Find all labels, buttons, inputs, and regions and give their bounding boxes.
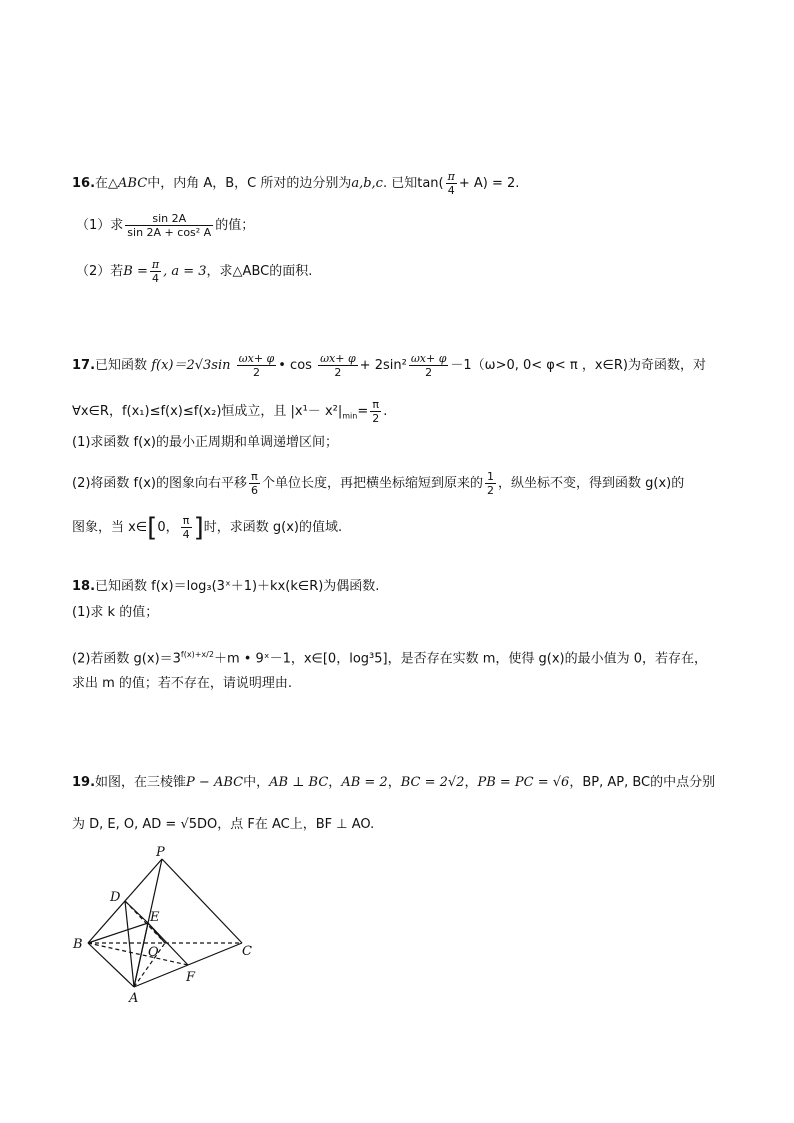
q19-comma2: ，: [387, 775, 401, 790]
q19-text-a: 如图，在三棱锥: [95, 775, 187, 790]
q16-a-equals: , a = 3: [163, 264, 207, 279]
q16-tan: tan(: [417, 176, 444, 191]
q17-frac-3: $\frac{\omega x+ \varphi}{2}$: [410, 352, 447, 379]
label-a: A: [129, 991, 139, 1006]
q17-period: .: [383, 404, 388, 419]
q17-part2-a: (2)将函数 f(x)的图象向右平移: [72, 476, 247, 491]
q16-text-a: 在: [95, 176, 109, 191]
q18-part1: (1)求 k 的值；: [72, 605, 159, 620]
q17-part3-b: 时，求函数 g(x)的值域.: [203, 520, 343, 535]
q19-comma3: ，: [464, 775, 478, 790]
q18-part3: 求出 m 的值；若不存在，请说明理由.: [72, 676, 293, 691]
q17-one-half: $\frac{1}{2}$: [486, 470, 494, 497]
q17-tail: －1（ω>0, 0< φ< π ，x∈R)为奇函数，对: [450, 358, 706, 373]
q17-stem-line2: [72, 398, 387, 426]
label-f: F: [186, 970, 196, 985]
seg-da: [125, 901, 134, 987]
seg-bf-hidden: [88, 943, 188, 965]
q17-line2-text: ∀x∈R，f(x₁)≤f(x)≤f(x₂)恒成立，且 |x¹－ x²|: [72, 404, 343, 419]
q16-text-b: 中，内角 A，B，C 所对的边分别为: [147, 176, 352, 191]
q17-part1: (1)求函数 f(x)的最小正周期和单调递增区间；: [72, 435, 338, 450]
q19-pyramid: P − ABC: [186, 775, 244, 790]
q16-b-equals: B =: [123, 264, 148, 279]
q16-triangle: △ABC: [108, 176, 148, 191]
q18-part2: [72, 646, 707, 668]
label-b: B: [73, 937, 83, 952]
q17-cos: • cos: [278, 358, 312, 373]
q16-part1-fraction: $\frac{\sin 2A}{\text{sin 2A + cos² A}}$: [127, 212, 212, 239]
q16-part2: [76, 258, 312, 285]
q17-min: min: [342, 411, 358, 421]
q18-stem: [72, 578, 379, 596]
q18-text: 已知函数 f(x)＝log₃(3ˣ＋1)＋kx(k∈R)为偶函数.: [95, 579, 380, 594]
q17-right-bracket: ]: [193, 512, 204, 543]
q16-text-c: . 已知: [382, 176, 418, 191]
label-o: O: [148, 945, 159, 960]
q16-b-fraction: $\frac{\pi}{4}$: [151, 258, 160, 285]
q16-period: .: [515, 176, 520, 191]
q17-part2-cont: [72, 514, 342, 541]
q19-comma1: ，: [328, 775, 342, 790]
q16-part2-suffix: ，求△ABC的面积.: [206, 264, 313, 279]
q17-sin-squared: + 2sin²: [359, 358, 407, 373]
q17-function: f(x)＝2√3sin: [151, 358, 231, 373]
q16-sides: a,b,c: [351, 176, 383, 191]
q18-part2-b: ＋m • 9ˣ－1，x∈[0，log³5]，是否存在实数 m，使得 g(x)的最小值为 0，若存在，: [213, 651, 707, 667]
q17-pi-over-6: $\frac{\pi}{6}$: [250, 470, 258, 497]
q19-stem-line2: 为 D, E, O, AD = √5DO，点 F在 AC上，BF ⊥ AO.: [72, 817, 375, 832]
q17-part3-a: 图象，当 x∈: [72, 520, 148, 535]
q16-stem: [72, 170, 519, 197]
q17-stem-line1: [72, 352, 706, 379]
q16-tan-rest: + A) = 2: [458, 176, 516, 191]
q17-equals: =: [357, 404, 369, 419]
seg-de: [125, 901, 148, 923]
q17-part2: [72, 470, 684, 497]
q18-part2-a: (2)若函数 g(x)＝3: [72, 651, 181, 667]
label-d: D: [110, 890, 121, 905]
q19-stem-line1: [72, 774, 715, 792]
q16-part1-prefix: （1）求: [76, 218, 124, 233]
edge-ba: [88, 943, 134, 987]
q19-bc: BC = 2√2: [400, 775, 465, 790]
q19-perp: AB ⊥ BC: [269, 775, 329, 790]
edge-pc: [162, 859, 242, 943]
q17-zero: 0，: [157, 520, 179, 535]
q17-frac-2: $\frac{\omega x+ \varphi}{2}$: [320, 352, 356, 379]
q17-pi-over-4: $\frac{\pi}{4}$: [182, 514, 190, 541]
q16-number: 16.: [72, 176, 96, 191]
q17-number: 17.: [72, 358, 96, 373]
q16-part1: [76, 212, 254, 239]
q19-text-c: 中，: [243, 775, 270, 790]
q19-pb-pc: PB = PC = √6: [477, 775, 570, 790]
q17-left-bracket: [: [147, 512, 158, 543]
label-e: E: [150, 910, 160, 925]
q18-number: 18.: [72, 579, 96, 594]
q17-part2-c: ，纵坐标不变，得到函数 g(x)的: [497, 476, 685, 491]
q17-pi-over-2: $\frac{\pi}{2}$: [372, 398, 380, 425]
label-p: P: [156, 845, 165, 860]
q18-exponent: f(x)+x/2: [180, 650, 214, 659]
q17-part2-b: 个单位长度，再把横坐标缩短到原来的: [261, 476, 483, 491]
label-c: C: [242, 944, 252, 959]
seg-ea: [134, 923, 148, 987]
q19-ab: AB = 2: [341, 775, 388, 790]
q16-part2-prefix: （2）若: [76, 264, 124, 279]
q17-frac-1: $\frac{\omega x+ \varphi}{2}$: [238, 352, 275, 379]
q19-text-k: ，BP, AP, BC的中点分别: [569, 775, 716, 790]
q16-pi-over-4: $\frac{\pi}{4}$: [447, 170, 455, 197]
q19-number: 19.: [72, 775, 96, 790]
q16-part1-suffix: 的值；: [215, 218, 255, 233]
q17-text-a: 已知函数: [95, 358, 148, 373]
pyramid-figure: [70, 845, 270, 1015]
